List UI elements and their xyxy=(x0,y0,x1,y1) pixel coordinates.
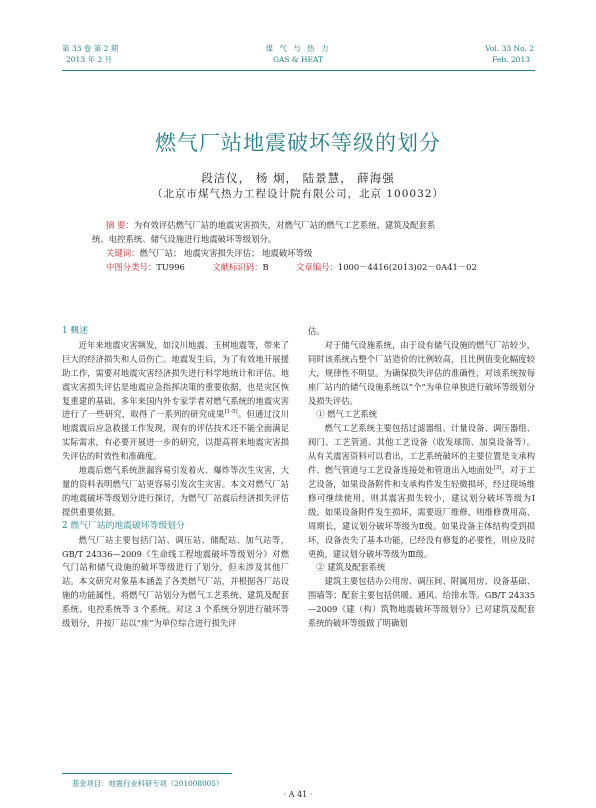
article-id-label: 文章编号： xyxy=(295,262,338,272)
paragraph: 燃气厂站主要包括门站、调压站、储配站、加气站等，GB/T 24336—2009《生命线工程地震破坏等级划分》对燃气门站和储气设施的破坏等级进行了划分，但未涉及其他厂站。本文研究对象基本涵盖了各类燃气厂站，并根据各厂站设施的功能属性，将燃气厂站划分为燃气工艺系统、建筑及配套系统、电控系统等 3 个系统。对这 3 个系统分别进行破坏等级划分，并按厂站以“座”为单位综合进行损失评 xyxy=(62,534,289,629)
abstract-line2: 统、电控系统、储气设施进行地震破坏等级划分。 xyxy=(92,234,277,244)
abstract xyxy=(92,218,512,274)
citation: [3] xyxy=(493,465,502,472)
doc-code-value: B xyxy=(262,262,269,272)
journal-name-cn: 煤 气 与 热 力 xyxy=(265,44,331,53)
authors: 段洁仪， 杨 炯， 陆景慧， 薛海强 xyxy=(201,171,395,185)
subheading-1: ① 燃气工艺系统 xyxy=(316,409,378,420)
keywords-label: 关键词： xyxy=(106,248,140,258)
clc-label: 中图分类号： xyxy=(106,262,157,272)
section-heading-2: 2 燃气厂站的地震破坏等级划分 xyxy=(62,520,185,531)
paragraph: 燃气工艺系统主要包括过滤器组、计量设备、调压器组、阀门、工艺管道、其他工艺设备（收发球筒、加臭设备等）。从有关震害资料可以看出，工艺系统破坏的主要位置是支承构件、燃气管道与工艺设备连接处和管道出入地面处[3]。对于工艺设备，如果设备附件和支承构件发生轻微损坏，经过现场维修可继续使用，则其震害损失较小，建议划分破坏等级为Ⅰ级。如果设备附件发生损坏，需要返厂维修，则维修费用高、周期长，建议划分破坏等级为Ⅱ级。如果设备主体结构受到损坏，设备丧失了基本功能，已经没有修复的必要性，则应及时更换，建议划分破坏等级为Ⅲ级。 xyxy=(308,423,535,559)
funding-footnote: 基金项目：地震行业科研专项（201008005） xyxy=(72,779,224,788)
abstract-label: 摘 要： xyxy=(106,220,134,230)
journal-volume: 第 33 卷 第 2 期 xyxy=(62,44,119,53)
right-column xyxy=(308,325,535,631)
page-number: · A 41 · xyxy=(283,790,313,799)
article-id-value: 1000－4416(2013)02－0A41－02 xyxy=(337,262,477,272)
section-heading-1: 1 概述 xyxy=(62,326,88,336)
doc-code-label: 文献标识码： xyxy=(212,262,263,272)
subheading-2: ② 建筑及配套系统 xyxy=(316,562,386,573)
footnote-rule xyxy=(62,773,232,774)
journal-name-en: GAS & HEAT xyxy=(272,55,323,64)
paragraph: 地震后燃气系统泄漏容易引发着火、爆炸等次生灾害，大量的资料表明燃气厂站更容易引发次生灾害。本文对燃气厂站的地震破坏等级划分进行探讨，为燃气厂站震后经济损失评估提供重要依据。 xyxy=(62,465,289,517)
journal-date: 2013 年 2 月 xyxy=(66,55,113,64)
article-title: 燃气厂站地震破坏等级的划分 xyxy=(155,131,441,155)
abstract-line1: 为有效评估燃气厂站的地震灾害损失，对燃气厂站的燃气工艺系统、建筑及配套系 xyxy=(133,220,436,230)
header-rule xyxy=(62,70,535,71)
keywords-text: 燃气厂站； 地震灾害损失评估； 地震破坏等级 xyxy=(139,248,313,258)
classification-line xyxy=(92,260,512,274)
clc-value: TU996 xyxy=(156,262,185,272)
paragraph: 对于储气设施系统，由于设有储气设施的燃气厂站较少，同时该系统占整个厂站造价的比例较高，且比例值变化幅度较大，规律性不明显。为确保损失评估的准确性，对该系统按每座厂站内的储气设施系统以“个”为单位单独进行破坏等级划分及损失评估。 xyxy=(308,339,535,406)
date-en: Feb. 2013 xyxy=(492,55,530,64)
left-column xyxy=(62,325,289,631)
paragraph: 建筑主要包括办公用房、调压间、附属用房、设备基础、围墙等；配套主要包括供暖、通风、给排水等。GB/T 24335—2009《建（构）筑物地震破坏等级划分》已对建筑及配套系统的破坏等级做了明确划 xyxy=(308,576,535,629)
volume-en: Vol. 33 No. 2 xyxy=(485,44,534,53)
citation: [1-5] xyxy=(224,409,238,416)
affiliation: （北京市煤气热力工程设计院有限公司，北京 100032） xyxy=(152,188,444,200)
paragraph-continued: 估。 xyxy=(308,326,325,336)
paragraph: 近年来地震灾害频发，如汶川地震、玉树地震等，带来了巨大的经济损失和人员伤亡。地震发生后，为了有效地开展援助工作，需要对地震灾害经济损失进行科学地统计和评估。地震灾害损失评估是地震应急指挥决策的重要依据，也是灾区恢复重建的基础。多年来国内外专家学者对燃气系统的地震灾害进行了一些研究，取得了一系列的研究成果[1-5]。但通过汶川地震震后应急救援工作发现，现有的评估技术还不能全面满足实际需求，有必要开展进一步的研究，以提高将来地震灾害损失评估的时效性和准确度。 xyxy=(62,339,289,462)
